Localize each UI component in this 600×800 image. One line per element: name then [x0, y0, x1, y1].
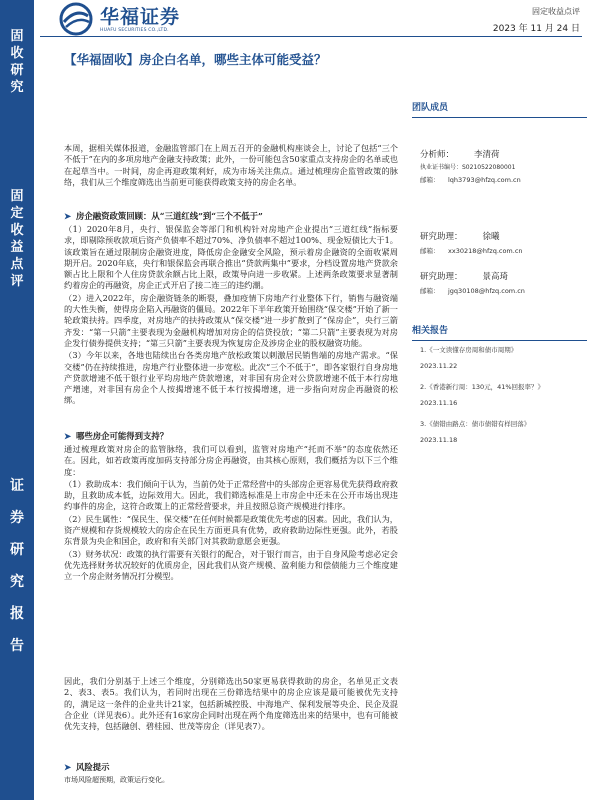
- related-report-date: 2023.11.18: [420, 436, 458, 444]
- analyst-email[interactable]: lqh3793@hfzq.com.cn: [448, 176, 521, 184]
- section-policy-review-body: [64, 224, 398, 408]
- analyst-name: 李清荷: [474, 150, 500, 160]
- section-supported-firms-body: [64, 444, 398, 584]
- sidebar-label-securities-report: 证 券 研 究 报 告: [10, 478, 24, 654]
- related-report-date: 2023.11.22: [420, 362, 458, 370]
- company-name: 华福证券: [100, 5, 181, 28]
- section-heading-supported-firms: ➤ 哪些房企可能得到支持？: [64, 431, 169, 441]
- assistant-block-1: [420, 230, 590, 255]
- intro-paragraph: 本周，据相关媒体报道，金融监管部门在上周五召开的金融机构座谈会上，讨论了包括“三个不低于”在内的多项房地产金融支持政策；此外，一份可能包含50家重点支持房企的名单或也在起草当中。一时间，房企再迎政策利好，成为市场关注焦点。通过梳理房企监管政策的脉络，我们从三个维度筛选出当前更可能获得政策支持的房企名单。: [64, 143, 398, 187]
- analyst-role: 分析师：: [420, 150, 455, 160]
- assistant-email[interactable]: xx30218@hfzq.com.cn: [448, 247, 523, 255]
- section-heading-policy-review: ➤ 房企融资政策回顾：从“三道红线”到“三个不低于”: [64, 211, 263, 221]
- body-paragraph: （3）今年以来，各地也陆续出台各类房地产放松政策以刺激居民销售端的房地产需求。“保交楼”仍在持续推进，房地产行业整体进一步宽松。此次“三个不低于”，即各家银行自身房地产贷款增速不低于银行业平均房地产贷款增速，对非国有房企对公贷款增速不低于本行房地产增速，对非国有房企个人按揭增速不低于本行按揭增速，进一步指向对房企再融资的松绑。: [64, 350, 398, 406]
- body-paragraph: （1）2020年8月，央行、银保监会等部门和机构针对房地产企业提出“三道红线”指标要求，即剔除预收款项后资产负债率不超过70%、净负债率不超过100%、现金短债比大于1。该政策旨在通过限制房企融资进度，降低房企金融安全风险，预示着房企融资的全面收紧周期开启。2020年底，央行和银保监会再联合推出“贷款两集中”要求，分档设置房地产贷款余额占比上限和个人住房贷款余额占比上限，政策导向进一步收紧。上述两条政策要求显著制约着房企的再融资，房企正式开启了接二连三的违约潮。: [64, 224, 398, 291]
- related-reports-title: 相关报告: [412, 323, 587, 341]
- mail-label: 邮箱：: [420, 287, 440, 295]
- report-type: 固定收益点评: [532, 7, 580, 16]
- related-report-date: 2023.11.16: [420, 399, 458, 407]
- report-title: 【华福固收】房企白名单，哪些主体可能受益？: [64, 52, 327, 67]
- sidebar-label-research: 固 收 研 究: [10, 29, 24, 95]
- body-paragraph: 因此，我们分别基于上述三个维度，分别筛选出50家更易获得救助的房企，名单见正文表2、表3、表5。我们认为，若同时出现在三份筛选结果中的房企应该是最可能被优先支持的，满足这一条件的企业共计21家，包括新城控股、中海地产、保利发展等央企、民企及混合企业（详见表6）。此外还有16家房企同时出现在两个角度筛选出来的结果中，也有可能被优先支持，包括融创、碧桂园、世茂等房企（详见表7）。: [64, 676, 398, 732]
- body-paragraph: （2）民生属性：“保民生、保交楼”在任何时候都是政策优先考虑的因素。因此，我们认为，资产规模和存货规模较大的房企在民生方面更具有优势，政府救助边际性更强。此外，若股东背景为央企和国企，政府和有关部门对其救助意愿会更强。: [64, 513, 398, 547]
- team-title: 团队成员: [412, 100, 587, 118]
- company-logo: [58, 2, 180, 36]
- company-name-en: HUAFU SECURITIES CO.,LTD.: [100, 27, 169, 33]
- body-paragraph: （1）救助成本：我们倾向于认为，当前仍处于正常经营中的头部房企更容易优先获得政府救助，且救助成本低，边际效用大。因此，我们筛选标准是上市房企中还未在公开市场出现违约事件的房企，这符合政策上的正常经营要求，并且按照总资产规模进行排序。: [64, 478, 398, 512]
- related-report-text[interactable]: 1.《一文读懂存房周和债市周期》: [420, 346, 518, 354]
- body-paragraph: （2）进入2022年，房企融资链条的断裂，叠加疫情下房地产行业整体下行，销售与融资端的大性失衡，使得房企陷入再融资的僵局。2022年下半年政策开始围绕“保交楼”开始了新一轮政策扶持。四季度，对房地产的扶持政策从“保交楼”进一步扩散到了“保房企”，央行三箭齐发：“第一只箭”主要表现为金融机构增加对房企的信贷投放；“第二只箭”主要表现为对房企发行债券提供支持；“第三只箭”主要表现为恢复房企及涉房企业的股权融资功能。: [64, 292, 398, 348]
- mail-label: 邮箱：: [420, 247, 440, 255]
- section-conclusion-body: [64, 676, 398, 733]
- report-date: 2023 年 11 月 24 日: [492, 24, 580, 34]
- huafu-logo-icon: [58, 2, 94, 36]
- assistant-role: 研究助理：: [420, 232, 463, 242]
- assistant-name: 景高琦: [482, 272, 509, 282]
- body-paragraph: （3）财务状况：政策的执行需要有关银行的配合，对于银行而言，由于自身风险考虑必定会优先选择财务状况较好的优质房企，因此我们从资产规模、盈利能力和偿债能力三个维度建立一个房企财务情况打分模型。: [64, 548, 398, 582]
- risk-text: 市场风险超预期，政策运行变化。: [64, 776, 169, 784]
- assistant-email[interactable]: jgq30108@hfzq.com.cn: [448, 287, 525, 295]
- analyst-cert: 执业证书编号：S0210522080001: [420, 164, 516, 171]
- related-report-text[interactable]: 3.《债错由路点：债市债错有样回落》: [420, 420, 531, 428]
- related-report-item[interactable]: [420, 419, 590, 444]
- arrow-right-icon: ➤: [64, 762, 72, 772]
- assistant-block-2: [420, 270, 590, 295]
- sidebar-label-report-type: 固 定 收 益 点 评: [10, 189, 24, 289]
- arrow-right-icon: ➤: [64, 431, 72, 441]
- related-report-item[interactable]: [420, 382, 590, 407]
- analyst-block: [420, 148, 590, 184]
- mail-label: 邮箱：: [420, 176, 440, 184]
- assistant-name: 徐曦: [482, 232, 500, 242]
- header-divider: [40, 36, 582, 37]
- left-sidebar: [0, 0, 34, 800]
- body-paragraph: 通过梳理政策对房企的监管脉络，我们可以看到，监管对房地产“托而不举”的态度依然还在。因此，如若政策再度加码支持部分房企再融资，由其核心原则，我们概括为以下三个维度：: [64, 444, 398, 477]
- section-heading-risk: ➤ 风险提示: [64, 762, 110, 772]
- related-report-item[interactable]: [420, 345, 590, 370]
- assistant-role: 研究助理：: [420, 272, 463, 282]
- related-report-text[interactable]: 2.《香港新行周：130元，41%回报率？》: [420, 383, 545, 391]
- arrow-right-icon: ➤: [64, 211, 72, 221]
- right-column: [412, 100, 587, 444]
